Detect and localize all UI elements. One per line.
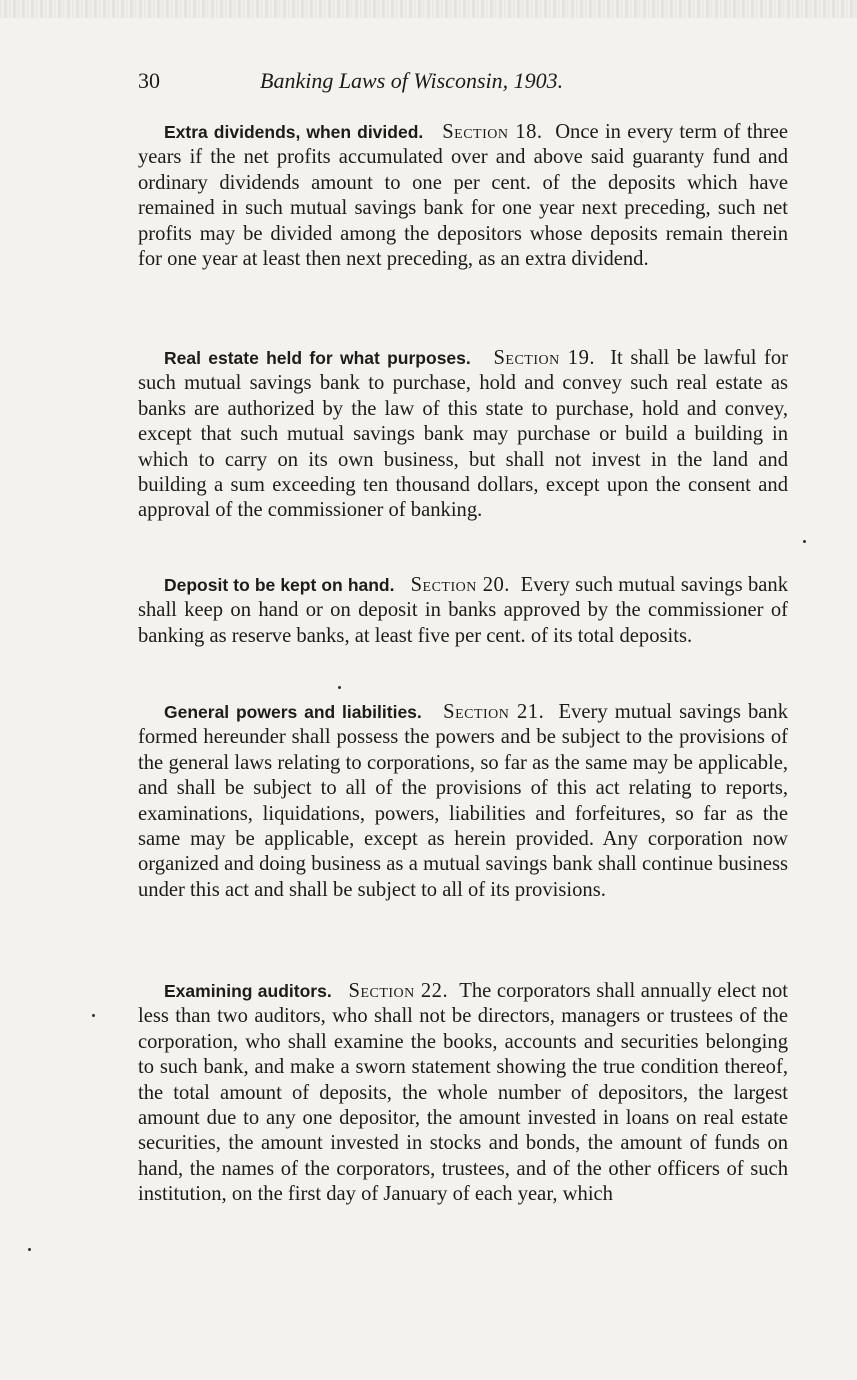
book-title: Banking Laws of Wisconsin, 1903.	[260, 68, 564, 93]
scan-speck	[803, 540, 806, 543]
section-paragraph	[138, 573, 788, 649]
section-body: It shall be lawful for such mutual savings bank to purchase, hold and convey such real estate as banks are authorized by the law of this state to purchase, hold and convey, except that such mutual savings bank may purchase or build a building in which to carry on its own business, but shall not invest in the land and building a sum exceeding ten thousand dollars, except upon the consent and approval of the commissioner of banking.	[138, 347, 788, 522]
section-body: Every mutual savings bank formed hereunder shall possess the powers and be subject to the provisions of the general laws relating to corporations, so far as the same may be applicable, and shall be subject to all of the provisions of this act relating to reports, examinations, liquidations, powers, liabilities and forfeitures, so far as the same may be applicable, except as herein provided. Any corporation now organized and doing business as a mutual savings bank shall continue business under this act and shall be subject to all of its provisions.	[138, 701, 789, 901]
section-body: Once in every term of three years if the net profits accumulated over and above said guaranty fund and ordinary dividends amount to one per cent. of the deposits which have remained in such mutual savings bank for one year next preceding, such net profits may be divided among the depositors whose deposits remain therein for one year at least then next preceding, as an extra dividend.	[138, 121, 789, 271]
scan-speck	[338, 686, 341, 689]
section-19	[138, 346, 788, 524]
section-label: Section 19.	[493, 347, 596, 369]
section-label: Section 20.	[410, 574, 510, 596]
section-paragraph	[138, 120, 788, 272]
section-21	[138, 700, 788, 903]
section-18	[138, 120, 788, 272]
section-20	[138, 573, 788, 649]
section-22	[138, 979, 788, 1208]
running-head	[138, 68, 788, 102]
section-heading: General powers and liabilities.	[164, 702, 422, 722]
section-body: The corporators shall annually elect not less than two auditors, who shall not be directors, managers or trustees of the corporation, who shall examine the books, accounts and securities belonging to such bank, and make a sworn statement showing the true condition thereof, the total amount of deposits, the whole number of depositors, the largest amount due to any one depositor, the amount invested in loans on real estate securities, the amount invested in stocks and bonds, the amount of funds on hand, the names of the corporators, trustees, and of the other officers of such institution, on the first day of January of each year, which	[138, 980, 789, 1206]
section-label: Section 18.	[442, 121, 543, 143]
section-paragraph	[138, 979, 788, 1208]
section-heading: Examining auditors.	[164, 981, 332, 1001]
page-number: 30	[138, 68, 160, 93]
section-paragraph	[138, 700, 788, 903]
scan-edge-noise	[0, 0, 857, 18]
section-heading: Real estate held for what purposes.	[164, 348, 471, 368]
section-label: Section 22.	[348, 980, 449, 1002]
scan-speck	[92, 1014, 95, 1017]
section-body: Every such mutual savings bank shall keep on hand or on deposit in banks approved by the commissioner of banking as reserve banks, at least five per cent. of its total deposits.	[138, 574, 789, 647]
section-heading: Extra dividends, when divided.	[164, 122, 424, 142]
scan-speck	[28, 1248, 31, 1251]
section-heading: Deposit to be kept on hand.	[164, 575, 395, 595]
section-label: Section 21.	[443, 701, 545, 723]
section-paragraph	[138, 346, 788, 524]
